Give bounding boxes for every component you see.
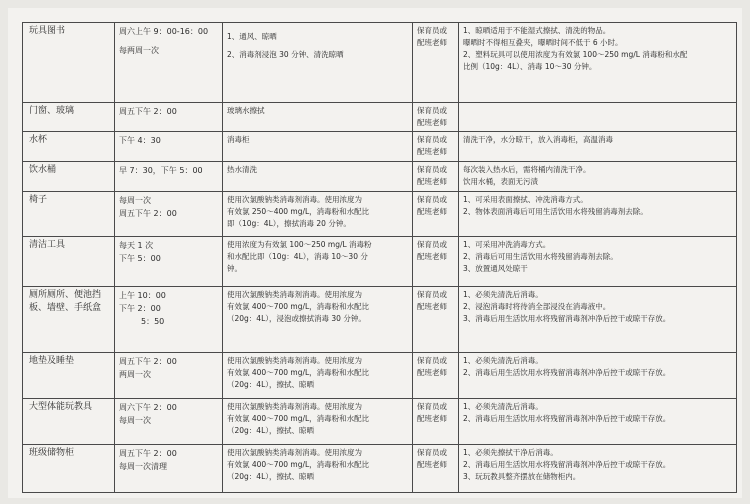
item-cell: 椅子 (23, 192, 115, 237)
method-cell: 使用次氯酸钠类消毒剂消毒。使用浓度为 有效氯 400～700 mg/L，消毒粉和水配比 （20g：4L），擦拭、晾晒 (223, 445, 413, 493)
time-cell: 每天 1 次 下午 5：00 (115, 237, 223, 287)
person-cell: 保育员或 配班老师 (413, 103, 459, 132)
table-row (23, 132, 737, 162)
item-cell: 饮水桶 (23, 162, 115, 192)
method-cell: 热水清洗 (223, 162, 413, 192)
method-cell: 使用浓度为有效氯 100～250 mg/L 消毒粉 和水配比即（10g：4L），消毒 10～30 分 钟。 (223, 237, 413, 287)
person-cell: 保育员或 配班老师 (413, 23, 459, 103)
notes-cell: 1、可采用表面擦拭、冲洗消毒方式。 2、物体表面消毒后可用生活饮用水将残留消毒剂去除。 (459, 192, 737, 237)
notes-cell: 清洗干净，水分晾干，放入消毒柜，高温消毒 (459, 132, 737, 162)
time-cell: 上午 10：00 下午 2：00 5：50 (115, 287, 223, 353)
method-cell: 使用次氯酸钠类消毒剂消毒。使用浓度为 有效氯 400～700 mg/L，消毒粉和水配比 （20g：4L），擦拭、晾晒 (223, 353, 413, 399)
item-cell: 水杯 (23, 132, 115, 162)
method-cell: 使用次氯酸钠类消毒剂消毒。使用浓度为 有效氯 400～700 mg/L，消毒粉和水配比 （20g：4L），擦拭、晾晒 (223, 399, 413, 445)
item-cell: 厕所厕所、便池挡 板、墙壁、手纸盒 (23, 287, 115, 353)
time-cell: 周六上午 9：00-16：00 每两周一次 (115, 23, 223, 103)
method-cell: 消毒柜 (223, 132, 413, 162)
notes-cell: 1、必须先清洗后消毒。 2、浸泡消毒时将待消全部浸没在消毒液中。 3、消毒后用生活饮用水将残留消毒剂冲净后控干或晾干存放。 (459, 287, 737, 353)
method-cell: 1、通风、晾晒 2、消毒剂浸泡 30 分钟、清洗晾晒 (223, 23, 413, 103)
person-cell: 保育员或 配班老师 (413, 445, 459, 493)
table-row (23, 399, 737, 445)
table-row (23, 445, 737, 493)
table-row (23, 162, 737, 192)
time-cell: 每周一次 周五下午 2：00 (115, 192, 223, 237)
time-cell: 下午 4：30 (115, 132, 223, 162)
person-cell: 保育员或 配班老师 (413, 237, 459, 287)
notes-cell (459, 103, 737, 132)
item-cell: 门窗、玻璃 (23, 103, 115, 132)
person-cell: 保育员或 配班老师 (413, 192, 459, 237)
notes-cell: 1、必须先清洗后消毒。 2、消毒后用生活饮用水将残留消毒剂冲净后控干或晾干存放。 (459, 353, 737, 399)
method-cell: 使用次氯酸钠类消毒剂消毒。使用浓度为 有效氯 400～700 mg/L，消毒粉和水配比 （20g：4L），浸泡或擦拭消毒 30 分钟。 (223, 287, 413, 353)
notes-cell: 1、可采用冲洗消毒方式。 2、消毒后可用生活饮用水将残留消毒剂去除。 3、放置通风处晾干 (459, 237, 737, 287)
person-cell: 保育员或 配班老师 (413, 162, 459, 192)
method-cell: 使用次氯酸钠类消毒剂消毒。使用浓度为 有效氯 250～400 mg/L，消毒粉和水配比 即（10g：4L），擦拭消毒 20 分钟。 (223, 192, 413, 237)
table-row (23, 237, 737, 287)
time-cell: 早 7：30，下午 5：00 (115, 162, 223, 192)
table-row (23, 23, 737, 103)
table-row (23, 192, 737, 237)
notes-cell: 1、晾晒适用于不能湿式擦拭、清洗的物品。 曝晒时不得相互叠夹，曝晒时间不低于 6 小时。 2、塑料玩具可以使用浓度为有效氯 100～250 mg/L 消毒粉和水配 比例（10g：4L）、消毒 10～30 分钟。 (459, 23, 737, 103)
item-cell: 班级储物柜 (23, 445, 115, 493)
method-cell: 玻璃水擦拭 (223, 103, 413, 132)
notes-cell: 1、必须先擦拭干净后消毒。 2、消毒后用生活饮用水将残留消毒剂冲净后控干或晾干存放。 3、玩玩教具整齐摆放在储物柜内。 (459, 445, 737, 493)
item-cell: 清洁工具 (23, 237, 115, 287)
notes-cell: 1、必须先清洗后消毒。 2、消毒后用生活饮用水将残留消毒剂冲净后控干或晾干存放。 (459, 399, 737, 445)
time-cell: 周五下午 2：00 (115, 103, 223, 132)
time-cell: 周五下午 2：00 两周一次 (115, 353, 223, 399)
item-cell: 地垫及睡垫 (23, 353, 115, 399)
table-row (23, 353, 737, 399)
document-sheet (8, 8, 742, 498)
person-cell: 保育员或 配班老师 (413, 353, 459, 399)
person-cell: 保育员或 配班老师 (413, 287, 459, 353)
person-cell: 保育员或 配班老师 (413, 399, 459, 445)
table-row (23, 287, 737, 353)
time-cell: 周五下午 2：00 每周一次清理 (115, 445, 223, 493)
item-cell: 玩具图书 (23, 23, 115, 103)
table-row (23, 103, 737, 132)
person-cell: 保育员或 配班老师 (413, 132, 459, 162)
item-cell: 大型体能玩教具 (23, 399, 115, 445)
disinfection-schedule-table (22, 22, 737, 493)
notes-cell: 每次装入热水后，需将桶内清洗干净。 饮用水桶，表面无污渍 (459, 162, 737, 192)
time-cell: 周六下午 2：00 每周一次 (115, 399, 223, 445)
